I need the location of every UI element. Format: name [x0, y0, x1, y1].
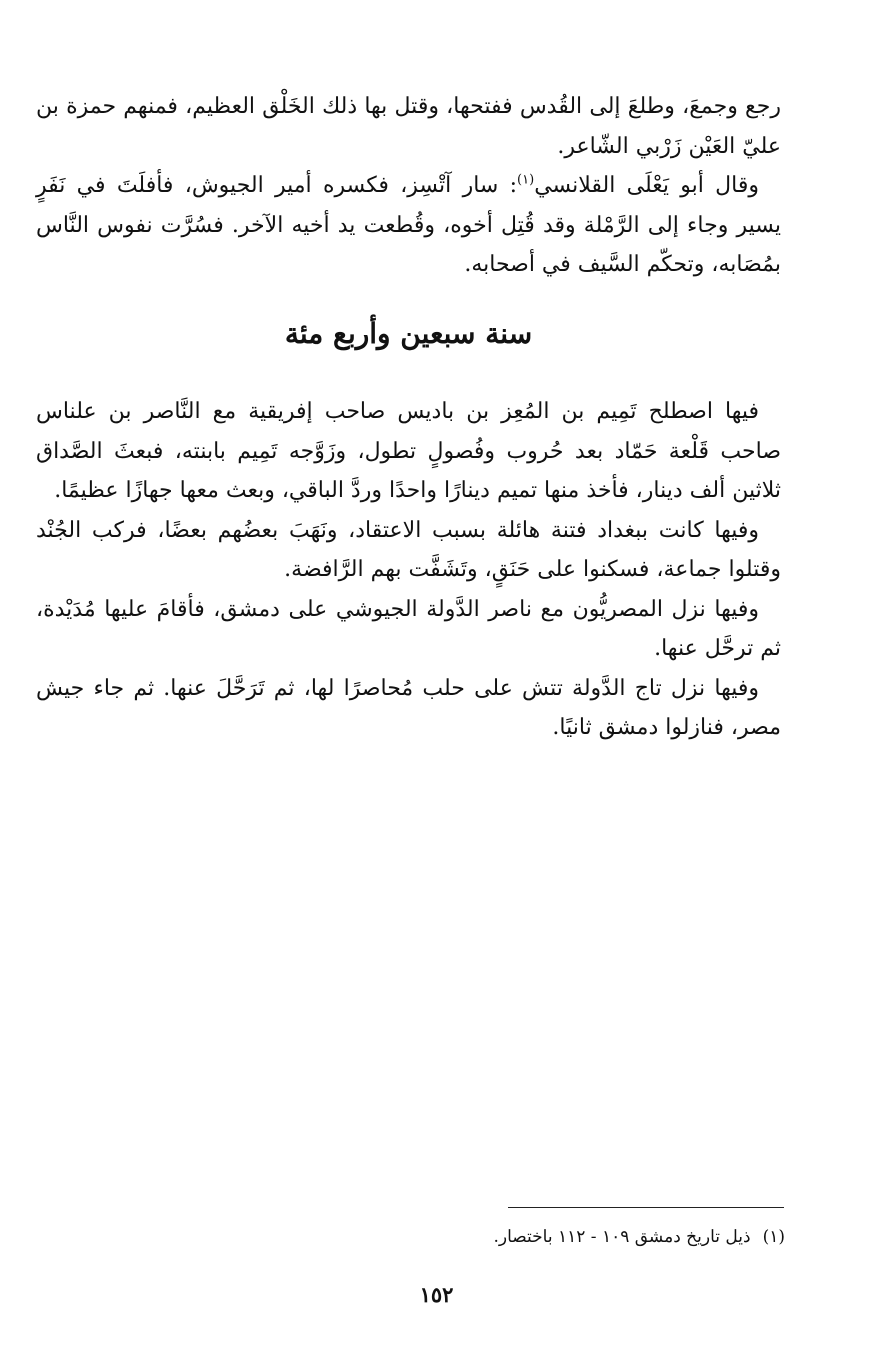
continued-paragraph: رجع وجمعَ، وطلعَ إلى القُدس ففتحها، وقتل بها ذلك الخَلْق العظيم، فمنهم حمزة بن عليّ العَيْن زَرْبي الشّاعر. — [36, 94, 781, 159]
section-heading: سنة سبعين وأربع مئة — [284, 317, 533, 350]
page-number: ١٥٢ — [419, 1282, 454, 1307]
footnote-number: (١) — [762, 1227, 785, 1247]
qalanisi-quote-paragraph — [36, 166, 781, 285]
footnote-reference-marker[interactable]: (١) — [517, 172, 535, 188]
footnote — [36, 1224, 785, 1250]
footnote-text: ذيل تاريخ دمشق ١٠٩ - ١١٢ باختصار. — [493, 1227, 751, 1247]
body-paragraph: فيها اصطلح تَمِيم بن المُعِز بن باديس صاحب إفريقية مع النَّاصر بن علناس صاحب قَلْعة حَمّاد بعد حُروب وفُصولٍ تطول، وزَوَّجه تَمِيم بابنته، فبعثَ الصَّداق ثلاثين ألف دينار، فأخذ منها تميم دينارًا واحدًا وردَّ الباقي، وبعث معها جهازًا عظيمًا. — [36, 399, 781, 503]
body-paragraph: وفيها كانت ببغداد فتنة هائلة بسبب الاعتقاد، ونَهَبَ بعضُهم بعضًا، فركب الجُنْد وقتلوا جماعة، فسكنوا على حَنَقٍ، وتَشَفَّت بهم الرَّافضة. — [36, 517, 781, 582]
footnote-divider — [508, 1207, 784, 1208]
body-paragraph: وفيها نزل المصريُّون مع ناصر الدَّولة الجيوشي على دمشق، فأقامَ عليها مُدَيْدة، ثم ترحَّل عنها. — [36, 596, 781, 661]
body-paragraph: وفيها نزل تاج الدَّولة تتش على حلب مُحاصرًا لها، ثم تَرَحَّلَ عنها. ثم جاء جيش مصر، فنازلوا دمشق ثانيًا. — [36, 675, 781, 740]
quote-lead-text: وقال أبو يَعْلَى القلانسي — [534, 173, 759, 198]
section-body — [36, 392, 781, 748]
quote-body-text: : سار آتْسِز، فكسره أمير الجيوش، فأفلَتَ في نَفَرٍ يسير وجاء إلى الرَّمْلة وقد قُتِل أخوه، وقُطعت يد أخيه الآخر. فسُرَّت نفوس النَّاس بمُصَابه، وتحكّم السَّيف في أصحابه. — [36, 173, 781, 277]
continued-section — [36, 87, 781, 285]
